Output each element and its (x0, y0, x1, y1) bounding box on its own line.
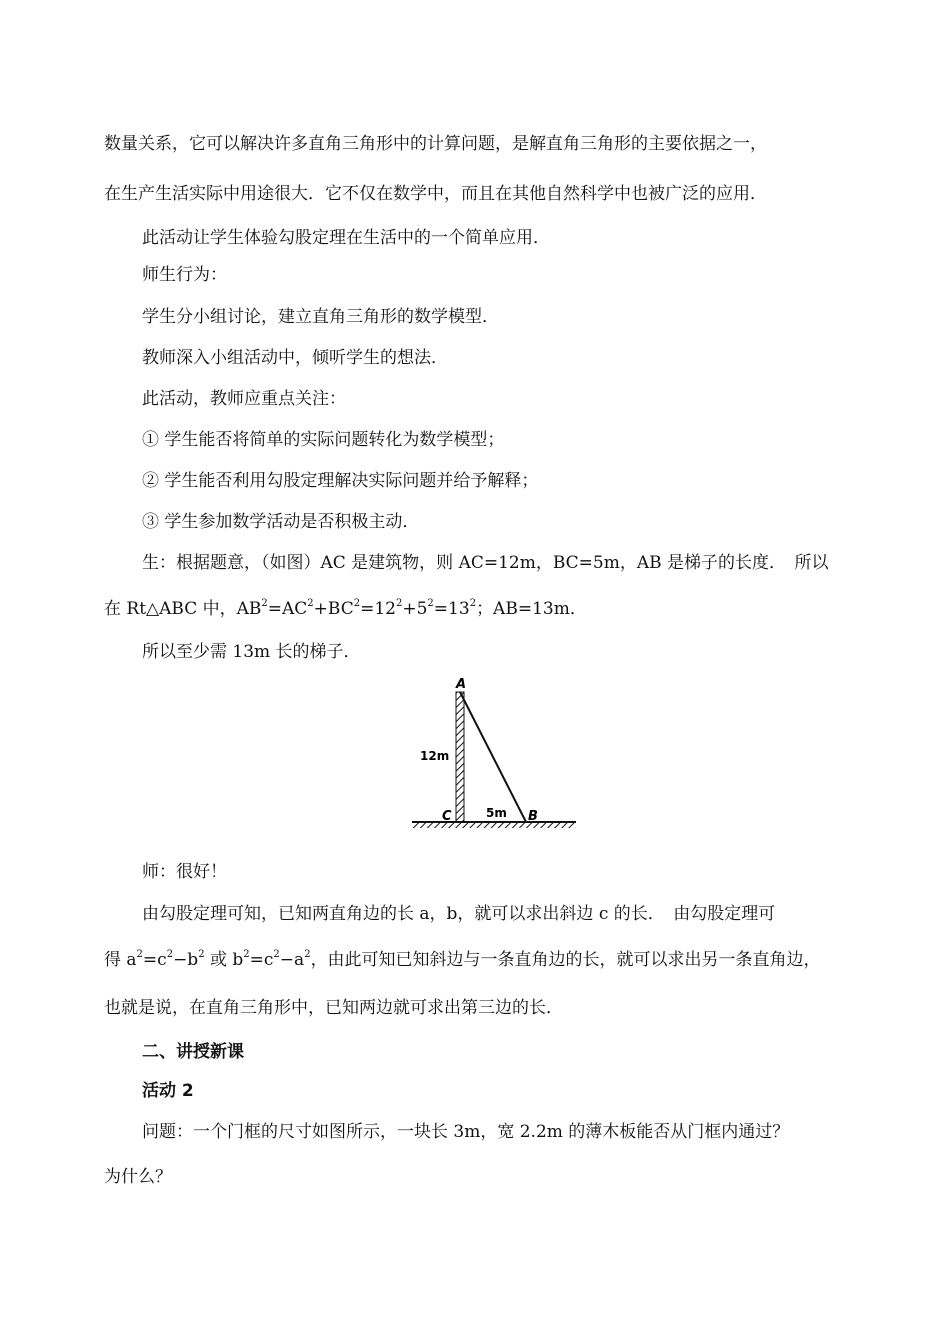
paragraph: 所以至少需 13m 长的梯子． (142, 642, 361, 662)
label-a: A (456, 677, 467, 692)
equation-line: 在 Rt△ABC 中，$AB^2=AC^2+BC^2=12^2+5^2=13^2$；AB=13m． (104, 598, 587, 619)
formula-line: 得 $a^2=c^2-b^2$ 或 $b^2=c^2-a^2$，由此可知已知斜边与一条直角边的长，就可以求出另一条直角边， (104, 949, 821, 970)
paragraph: 师：很好！ (142, 862, 227, 882)
paragraph: 教师深入小组活动中，倾听学生的想法． (142, 348, 448, 368)
activity-heading: 活动 2 (142, 1081, 194, 1101)
paragraph-line: 生：根据题意，（如图）AC 是建筑物，则 AC=12m，BC=5m，AB 是梯子的长度． 所以 (142, 553, 829, 573)
paragraph-line: 数量关系，它可以解决许多直角三角形中的计算问题，是解直角三角形的主要依据之一， (104, 134, 767, 154)
paragraph-line: 也就是说，在直角三角形中，已知两边就可求出第三边的长． (104, 998, 563, 1018)
ladder-triangle-figure (404, 674, 584, 834)
paragraph: 此活动让学生体验勾股定理在生活中的一个简单应用． (142, 228, 550, 248)
label-b: B (528, 809, 538, 824)
building-wall (456, 692, 464, 822)
paragraph: 此活动，教师应重点关注： (142, 389, 346, 409)
section-heading: 二、讲授新课 (142, 1042, 244, 1062)
paragraph-line: 由勾股定理可知，已知两直角边的长 a，b，就可以求出斜边 c 的长． 由勾股定理可 (142, 904, 776, 924)
paragraph: 师生行为： (142, 265, 227, 285)
paragraph-line: 问题：一个门框的尺寸如图所示，一块长 3m，宽 2.2m 的薄木板能否从门框内通过？ (142, 1122, 790, 1142)
paragraph-line: 在生产生活实际中用途很大．它不仅在数学中，而且在其他自然科学中也被广泛的应用． (104, 184, 767, 204)
list-item: ② 学生能否利用勾股定理解决实际问题并给予解释； (142, 471, 539, 491)
label-base: 5m (486, 806, 507, 820)
paragraph-line: 为什么？ (104, 1167, 172, 1187)
ladder-line (460, 692, 526, 822)
list-item: ③ 学生参加数学活动是否积极主动． (142, 512, 420, 532)
paragraph: 学生分小组讨论，建立直角三角形的数学模型． (142, 307, 499, 327)
label-height: 12m (420, 749, 450, 763)
list-item: ① 学生能否将简单的实际问题转化为数学模型； (142, 430, 505, 450)
label-c: C (442, 809, 452, 824)
